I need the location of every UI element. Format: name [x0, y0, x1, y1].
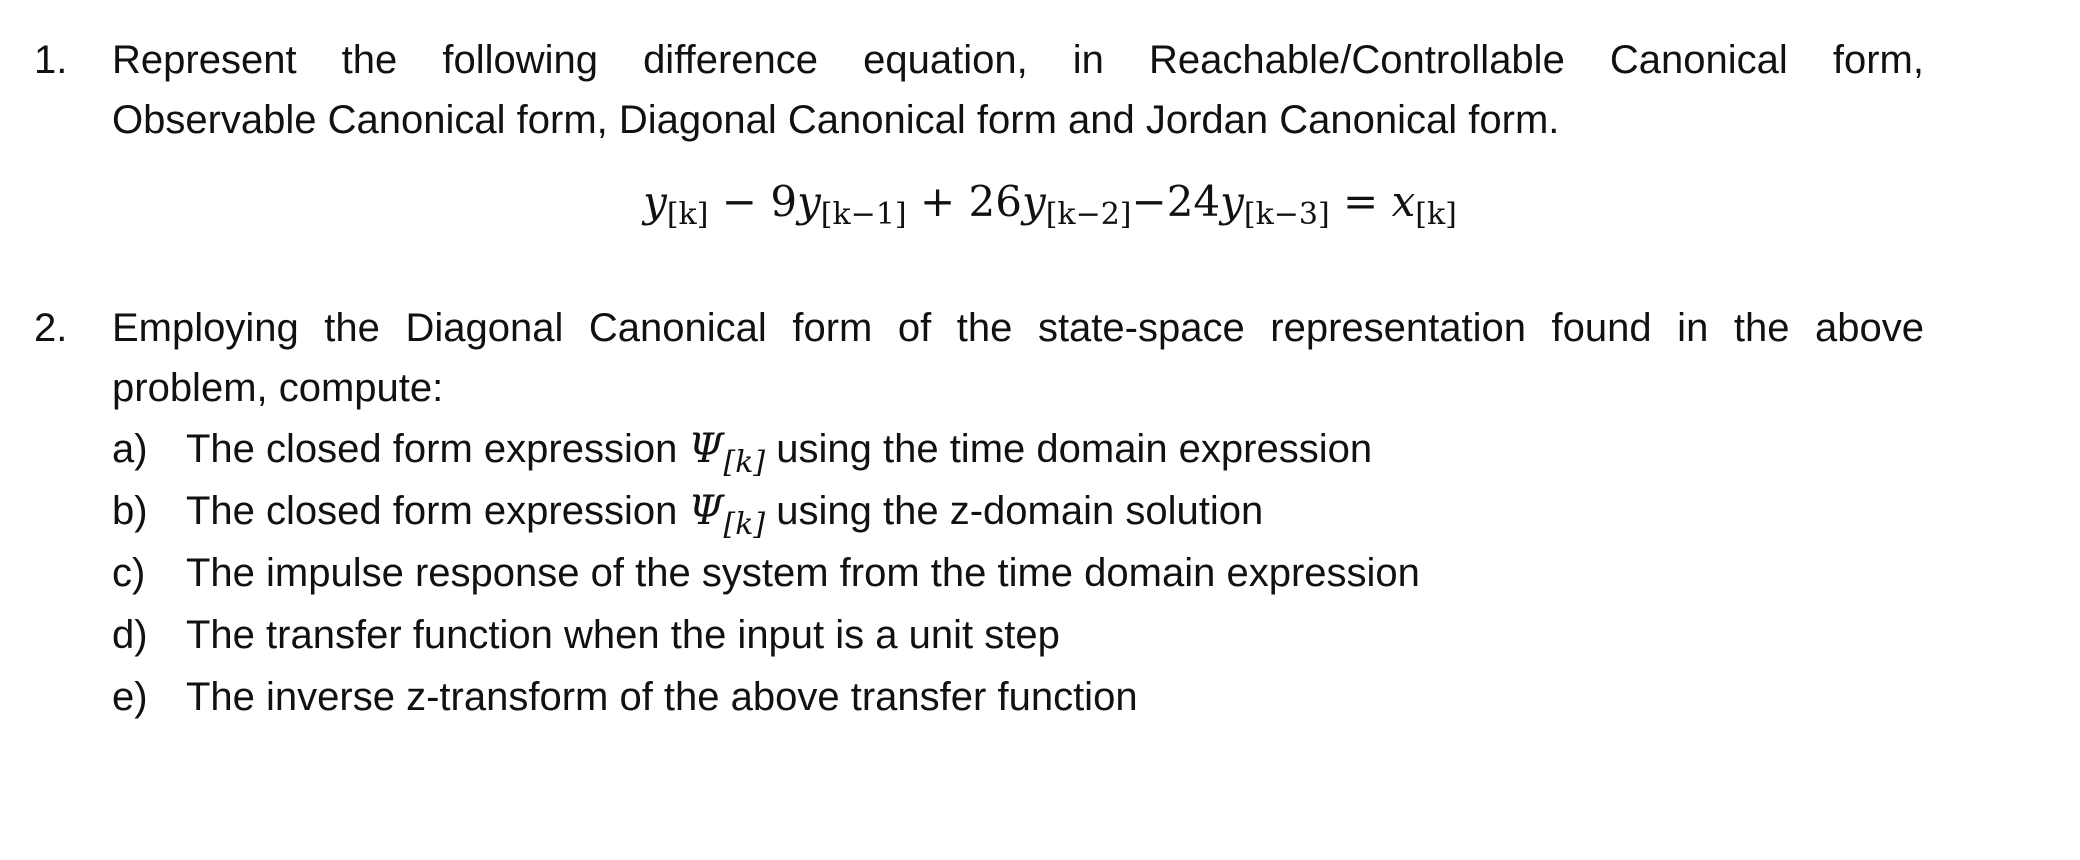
subpart-text: The inverse z-transform of the above transfer function	[186, 675, 1138, 719]
eq-y-term: y	[643, 177, 667, 226]
question-1-number: 1.	[34, 38, 68, 82]
psi-subscript: [k]	[723, 445, 766, 480]
eq-plus-26: + 26	[906, 177, 1022, 226]
eq-x-term: x	[1391, 177, 1416, 226]
question-2-line-1: Employing the Diagonal Canonical form of the state-space representation found in the above	[112, 306, 1924, 350]
eq-sub-k: [k]	[1415, 197, 1457, 232]
psi-glyph: Ψ	[688, 426, 724, 472]
question-1-body	[112, 30, 1924, 150]
eq-sub-km3: [k−3]	[1243, 197, 1330, 232]
psi-glyph: Ψ	[688, 488, 724, 534]
eq-minus-24: −24	[1131, 177, 1221, 226]
eq-y-term: y	[1220, 177, 1244, 226]
question-2-line-2: problem, compute:	[112, 366, 444, 410]
eq-equals: =	[1329, 177, 1392, 226]
question-1	[34, 30, 1924, 150]
subpart-text-after: using the z-domain solution	[765, 489, 1264, 533]
eq-sub-k: [k]	[666, 197, 709, 232]
question-2-number: 2.	[34, 306, 68, 350]
eq-sub-km1: [k−1]	[820, 197, 907, 232]
eq-sub-km2: [k−2]	[1045, 197, 1132, 232]
question-1-line-1: Represent the following difference equation, in Reachable/Controllable Canonical form,	[112, 38, 1924, 82]
subpart-label: e)	[112, 675, 148, 719]
subpart-label: a)	[112, 427, 148, 471]
eq-minus-9: − 9	[708, 177, 798, 226]
eq-y-term: y	[1021, 177, 1046, 226]
subpart-text-before: The closed form expression	[186, 427, 689, 471]
psi-subscript: [k]	[723, 507, 766, 542]
psi-symbol	[688, 426, 766, 480]
eq-y-term: y	[797, 177, 821, 226]
subpart-text-before: The closed form expression	[186, 489, 689, 533]
question-1-line-2: Observable Canonical form, Diagonal Canonical form and Jordan Canonical form.	[112, 98, 1560, 142]
subpart-text-after: using the time domain expression	[765, 427, 1373, 471]
subpart-text: The transfer function when the input is a unit step	[186, 613, 1060, 657]
subpart-text: The impulse response of the system from the time domain expression	[186, 551, 1420, 595]
difference-equation	[0, 172, 2080, 232]
subpart-label: b)	[112, 489, 148, 533]
question-2-body	[112, 298, 1924, 418]
subpart-label: d)	[112, 613, 148, 657]
question-2	[34, 298, 1924, 418]
subpart-text	[186, 418, 1372, 480]
psi-symbol	[688, 488, 766, 542]
subpart-label: c)	[112, 551, 146, 595]
subpart-text	[186, 480, 1263, 542]
